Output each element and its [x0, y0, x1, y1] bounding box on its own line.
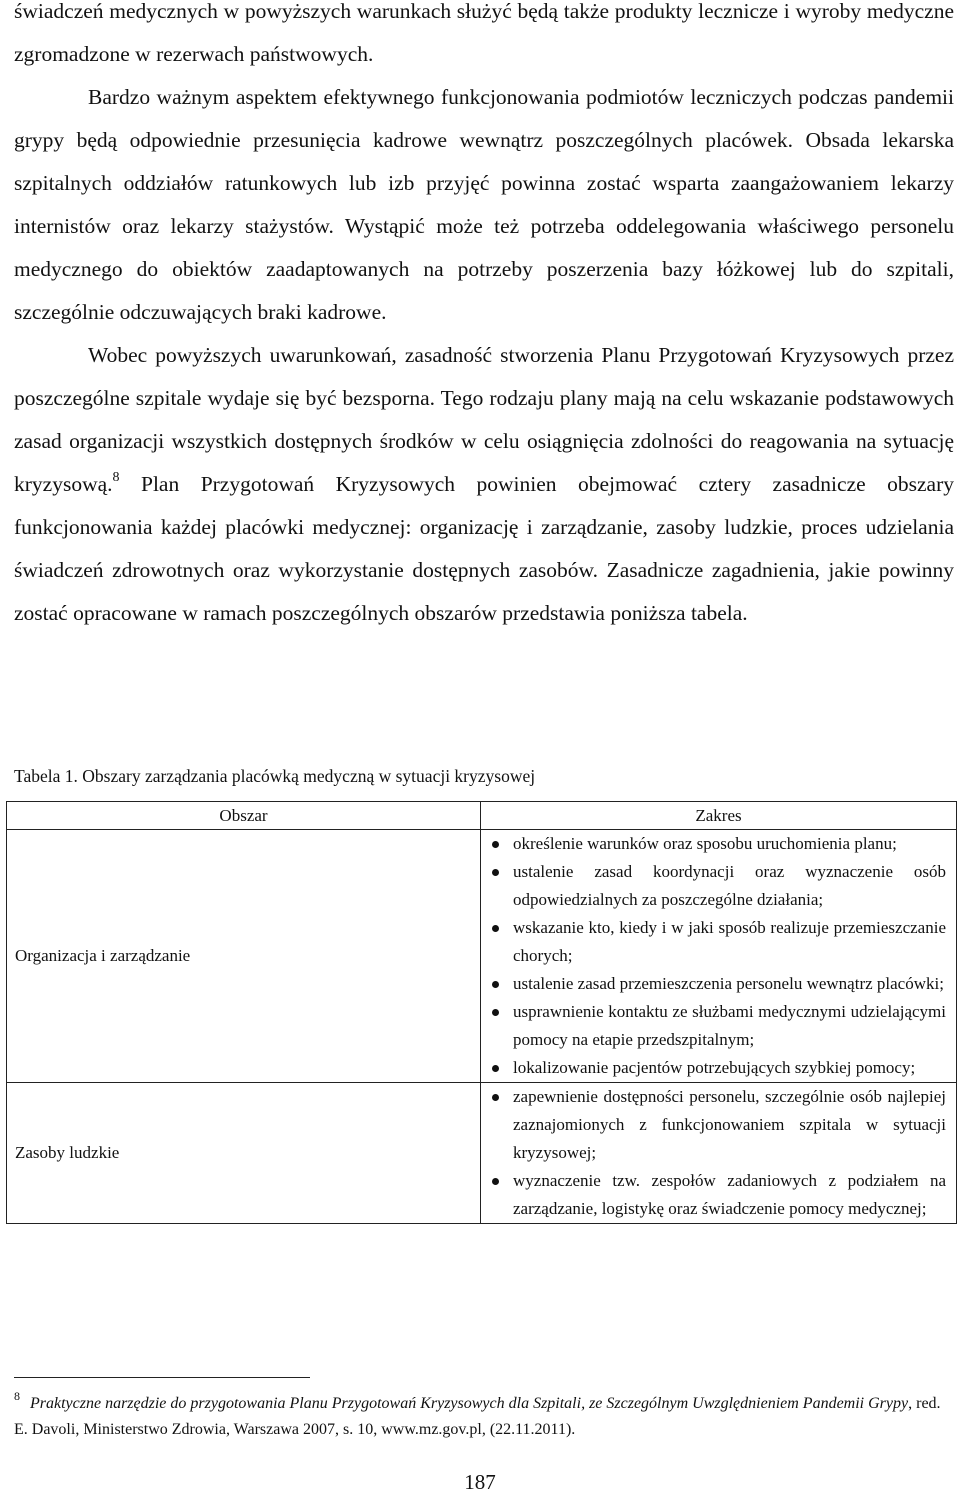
footnote-title: Praktyczne narzędzie do przygotowania Planu Przygotowań Kryzysowych dla Szpitali, ze Szczególnym Uwzględnieniem Pandemii Grypy — [30, 1395, 909, 1412]
list-item: zapewnienie dostępności personelu, szczególnie osób najlepiej zaznajomionych z funkcjonowaniem szpitala w sytuacji kryzysowej; — [513, 1083, 946, 1167]
table-row — [7, 1083, 957, 1224]
area-cell: Zasoby ludzkie — [7, 1083, 481, 1224]
scope-cell — [481, 830, 957, 1083]
footnote-source: , red. E. Davoli, Ministerstwo Zdrowia, Warszawa 2007, s. 10, www.mz.gov.pl, (22.11.2011). — [14, 1395, 941, 1438]
list-item: wskazanie kto, kiedy i w jaki sposób realizuje przemieszczanie chorych; — [513, 914, 946, 970]
column-header-area: Obszar — [7, 802, 481, 830]
footnote — [14, 1391, 944, 1443]
page-number: 187 — [464, 1470, 496, 1494]
list-item: ustalenie zasad koordynacji oraz wyznaczenie osób odpowiedzialnych za poszczególne działania; — [513, 858, 946, 914]
paragraph-continuation: świadczeń medycznych w powyższych warunkach służyć będą także produkty lecznicze i wyroby medyczne zgromadzone w rezerwach państwowych. — [14, 0, 954, 66]
paragraph-crisis-plan — [14, 334, 954, 635]
area-cell: Organizacja i zarządzanie — [7, 830, 481, 1083]
paragraph-text-before: Wobec powyższych uwarunkowań, zasadność stworzenia Planu Przygotowań Kryzysowych przez poszczególne szpitale wydaje się być bezsporna. Tego rodzaju plany mają na celu wskazanie podstawowych zasad organizacji wszystkich dostępnych środków w celu osiągnięcia zdolności do reagowania na sytuację kryzysową. — [14, 343, 954, 496]
list-item: ustalenie zasad przemieszczenia personelu wewnątrz placówki; — [513, 970, 946, 998]
footnote-separator — [14, 1377, 310, 1378]
list-item: wyznaczenie tzw. zespołów zadaniowych z podziałem na zarządzanie, logistykę oraz świadczenie pomocy medycznej; — [513, 1167, 946, 1223]
paragraph-staffing: Bardzo ważnym aspektem efektywnego funkcjonowania podmiotów leczniczych podczas pandemii grypy będą odpowiednie przesunięcia kadrowe wewnątrz poszczególnych placówek. Obsada lekarska szpitalnych oddziałów ratunkowych lub izb przyjęć powinna zostać wsparta zaangażowaniem lekarzy internistów oraz lekarzy stażystów. Wystąpić może też potrzeba oddelegowania właściwego personelu medycznego do obiektów zaadaptowanych na potrzeby poszerzenia bazy łóżkowej lub do szpitali, szczególnie odczuwających braki kadrowe. — [14, 85, 954, 324]
body-text — [14, 0, 954, 635]
footnote-number: 8 — [14, 1389, 20, 1403]
scope-list — [513, 830, 946, 1082]
table-caption: Tabela 1. Obszary zarządzania placówką medyczną w sytuacji kryzysowej — [14, 766, 536, 786]
table-row — [7, 830, 957, 1083]
management-areas-table — [6, 801, 957, 1224]
footnote-reference[interactable]: 8 — [112, 470, 120, 485]
table-header-row — [7, 802, 957, 830]
list-item: lokalizowanie pacjentów potrzebujących szybkiej pomocy; — [513, 1054, 946, 1082]
list-item: określenie warunków oraz sposobu uruchomienia planu; — [513, 830, 946, 858]
paragraph-text-after: Plan Przygotowań Kryzysowych powinien obejmować cztery zasadnicze obszary funkcjonowania każdej placówki medycznej: organizację i zarządzanie, zasoby ludzkie, proces udzielania świadczeń zdrowotnych oraz wykorzystanie dostępnych zasobów. Zasadnicze zagadnienia, jakie powinny zostać opracowane w ramach poszczególnych obszarów przedstawia poniższa tabela. — [14, 472, 954, 625]
scope-cell — [481, 1083, 957, 1224]
scope-list — [513, 1083, 946, 1223]
column-header-scope: Zakres — [481, 802, 957, 830]
list-item: usprawnienie kontaktu ze służbami medycznymi udzielającymi pomocy na etapie przedszpitalnym; — [513, 998, 946, 1054]
